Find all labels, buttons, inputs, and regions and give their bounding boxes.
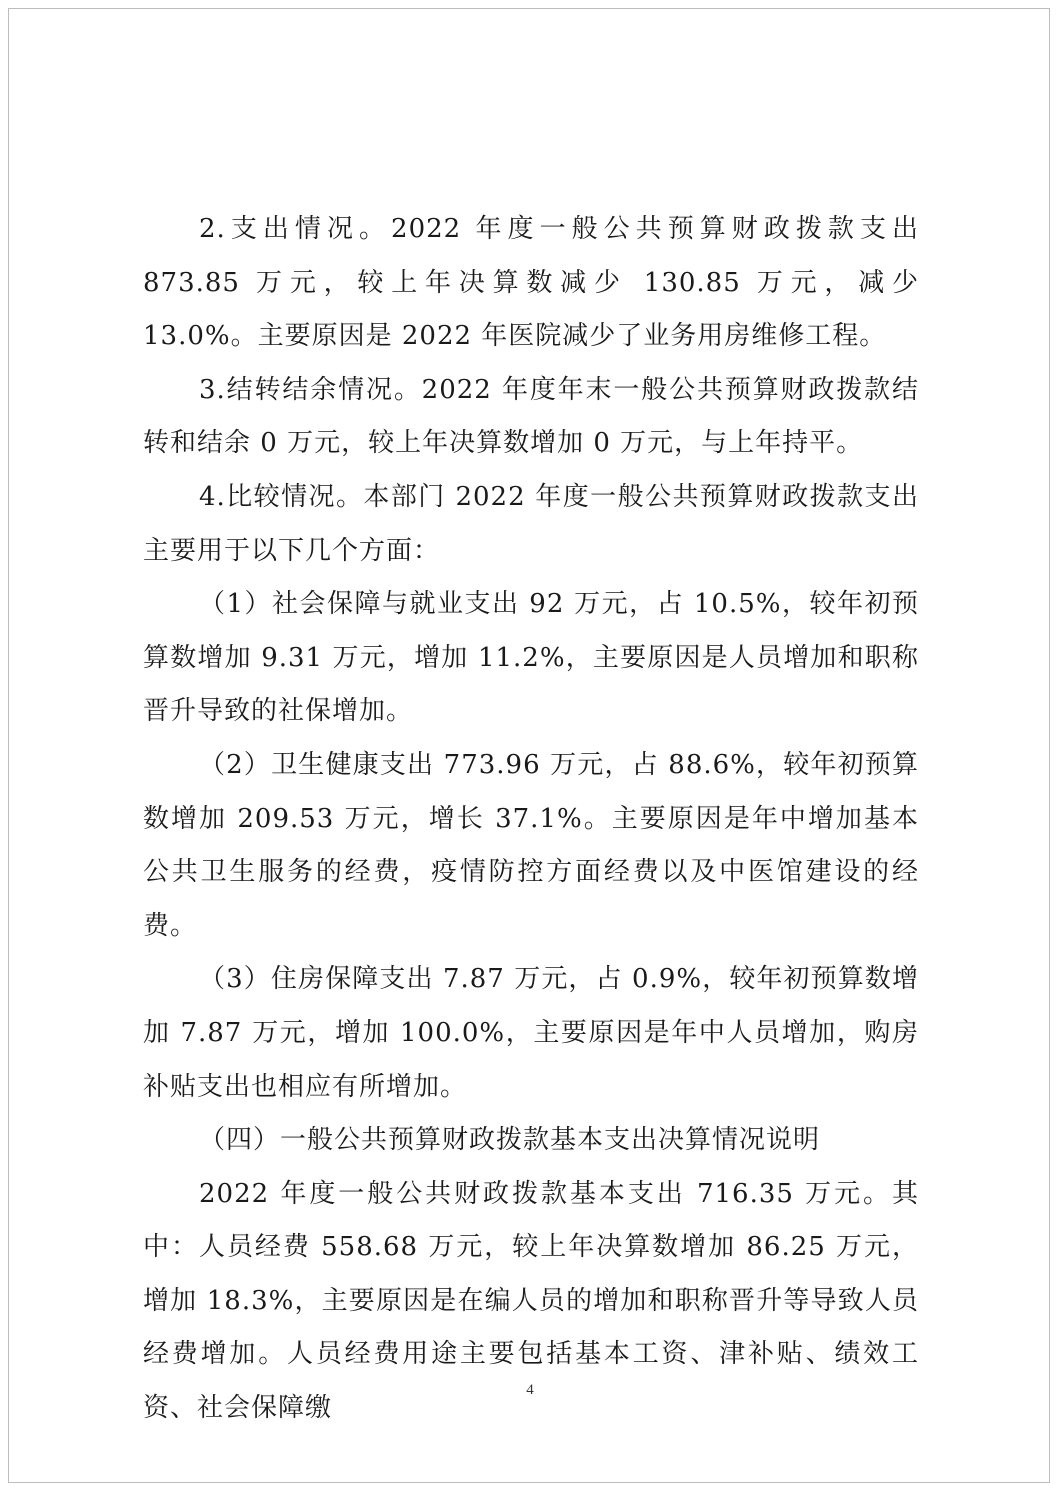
- paragraph-housing: （3）住房保障支出 7.87 万元，占 0.9%，较年初预算数增加 7.87 万元，增加 100.0%，主要原因是年中人员增加，购房补贴支出也相应有所增加。: [143, 964, 919, 1102]
- body-text: [143, 203, 919, 1436]
- paragraph-carryover: 3.结转结余情况。2022 年度年末一般公共预算财政拨款结转和结余 0 万元，较上年决算数增加 0 万元，与上年持平。: [143, 374, 919, 459]
- section-heading: （四）一般公共预算财政拨款基本支出决算情况说明: [199, 1125, 821, 1156]
- paragraph-basic-expenditure: 2022 年度一般公共财政拨款基本支出 716.35 万元。其中：人员经费 558.68 万元，较上年决算数增加 86.25 万元，增加 18.3%，主要原因是在编人员的增加和职称晋升等导致人员经费增加。人员经费用途主要包括基本工资、津补贴、绩效工资、社会保障缴: [143, 1178, 919, 1424]
- page-number: 4: [526, 1382, 534, 1398]
- paragraph-expenditure: 2.支出情况。2022 年度一般公共预算财政拨款支出 873.85 万元，较上年决算数减少 130.85 万元，减少 13.0%。主要原因是 2022 年医院减少了业务用房维修工程。: [143, 214, 919, 352]
- paragraph-comparison: 4.比较情况。本部门 2022 年度一般公共预算财政拨款支出主要用于以下几个方面：: [143, 481, 919, 566]
- paragraph-social-security: （1）社会保障与就业支出 92 万元，占 10.5%，较年初预算数增加 9.31 万元，增加 11.2%，主要原因是人员增加和职称晋升导致的社保增加。: [143, 589, 919, 727]
- paragraph-health: （2）卫生健康支出 773.96 万元，占 88.6%，较年初预算数增加 209.53 万元，增长 37.1%。主要原因是年中增加基本公共卫生服务的经费，疫情防控方面经费以及中医馆建设的经费。: [143, 749, 919, 941]
